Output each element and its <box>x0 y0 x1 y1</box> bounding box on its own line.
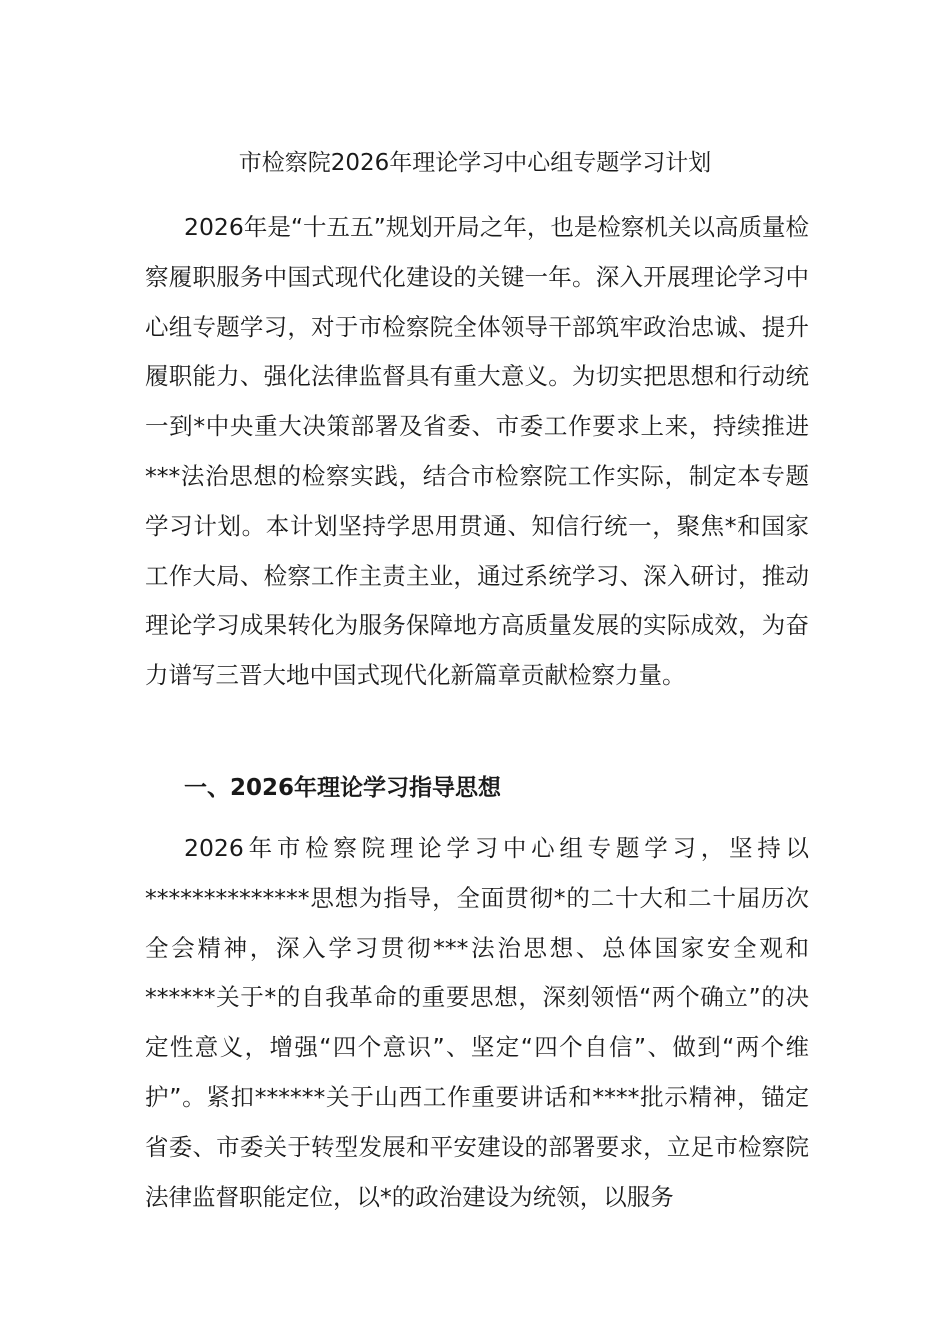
section-heading: 一、2026年理论学习指导思想 <box>184 775 502 801</box>
intro-paragraph: 2026年是“十五五”规划开局之年，也是检察机关以高质量检察履职服务中国式现代化建设的关键一年。深入开展理论学习中心组专题学习，对于市检察院全体领导干部筑牢政治忠诚、提升履职能力、强化法律监督具有重大意义。为切实把思想和行动统一到*中央重大决策部署及省委、市委工作要求上来，持续推进***法治思想的检察实践，结合市检察院工作实际，制定本专题学习计划。本计划坚持学思用贯通、知信行统一，聚焦*和国家工作大局、检察工作主责主业，通过系统学习、深入研讨，推动理论学习成果转化为服务保障地方高质量发展的实际成效，为奋力谱写三晋大地中国式现代化新篇章贡献检察力量。 <box>145 213 809 690</box>
document-title: 市检察院2026年理论学习中心组专题学习计划 <box>238 150 712 176</box>
section-paragraph: 2026年市检察院理论学习中心组专题学习，坚持以**************思想为指导，全面贯彻*的二十大和二十届历次全会精神，深入学习贯彻***法治思想、总体国家安全观和******关于*的自我革命的重要思想，深刻领悟“两个确立”的决定性意义，增强“四个意识”、坚定“四个自信”、做到“两个维护”。紧扣******关于山西工作重要讲话和****批示精神，锚定省委、市委关于转型发展和平安建设的部署要求，立足市检察院法律监督职能定位，以*的政治建设为统领，以服务 <box>145 834 809 1211</box>
